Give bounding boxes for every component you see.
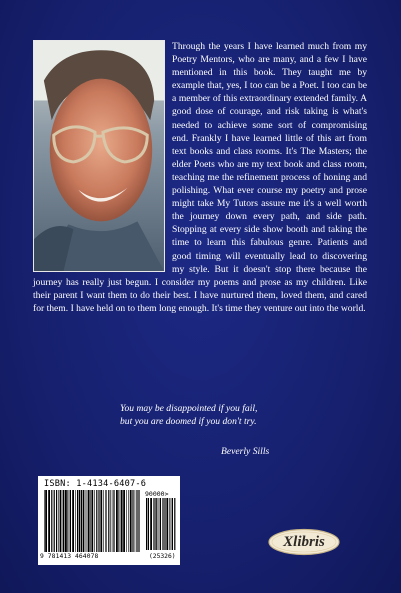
barcode-bar bbox=[148, 498, 149, 550]
barcode-bar bbox=[79, 490, 80, 552]
barcode-bar bbox=[72, 490, 74, 552]
barcode-bar bbox=[106, 490, 107, 552]
barcode-bar bbox=[139, 490, 140, 552]
isbn-number: ISBN: 1-4134-6407-6 bbox=[44, 479, 147, 489]
barcode-bar bbox=[81, 490, 83, 552]
barcode-bar bbox=[165, 498, 166, 550]
barcode-bar bbox=[160, 498, 161, 550]
barcode-bar bbox=[48, 490, 50, 552]
barcode-bar bbox=[154, 498, 155, 550]
barcode-bar bbox=[174, 498, 175, 550]
barcode-bar bbox=[77, 490, 78, 552]
price-code: 90000> bbox=[145, 490, 169, 498]
barcode-bar bbox=[169, 498, 170, 550]
barcode-bar bbox=[138, 490, 139, 552]
barcode-bar bbox=[159, 498, 160, 550]
barcode-bar bbox=[58, 490, 59, 552]
barcode-bar bbox=[128, 490, 129, 552]
epigraph-quote bbox=[120, 402, 300, 428]
barcode-bar bbox=[96, 490, 97, 552]
addon-digits: (25326) bbox=[149, 553, 176, 560]
barcode-bar bbox=[67, 490, 68, 552]
barcode-bar bbox=[44, 490, 45, 552]
barcode-bar bbox=[56, 490, 57, 552]
barcode-bar bbox=[65, 490, 67, 552]
ean-barcode-bars bbox=[43, 490, 141, 552]
barcode-bar bbox=[113, 490, 114, 552]
quote-author: Beverly Sills bbox=[221, 446, 270, 457]
barcode-bar bbox=[69, 490, 70, 552]
isbn-barcode bbox=[38, 476, 180, 565]
barcode-bar bbox=[120, 490, 121, 552]
barcode-bar bbox=[100, 490, 102, 552]
publisher-logo-text: Xlibris bbox=[283, 533, 325, 550]
barcode-bar bbox=[70, 490, 71, 552]
barcode-bar bbox=[87, 490, 88, 552]
barcode-bar bbox=[156, 498, 157, 550]
barcode-bar bbox=[45, 490, 47, 552]
ean-digits: 9 781413 464078 bbox=[40, 553, 99, 560]
barcode-bar bbox=[150, 498, 152, 550]
barcode-bar bbox=[105, 490, 106, 552]
barcode-bar bbox=[54, 490, 55, 552]
barcode-bar bbox=[132, 490, 133, 552]
barcode-bar bbox=[166, 498, 168, 550]
barcode-bar bbox=[90, 490, 91, 552]
barcode-bar bbox=[108, 490, 109, 552]
barcode-bar bbox=[99, 490, 100, 552]
barcode-bar bbox=[135, 490, 136, 552]
barcode-bar bbox=[51, 490, 52, 552]
barcode-bar bbox=[121, 490, 123, 552]
barcode-bar bbox=[75, 490, 76, 552]
barcode-bar bbox=[63, 490, 65, 552]
barcode-bar bbox=[126, 490, 127, 552]
barcode-bar bbox=[91, 490, 93, 552]
barcode-bar bbox=[153, 498, 154, 550]
body-paragraph bbox=[33, 40, 367, 315]
barcode-bar bbox=[162, 498, 163, 550]
barcode-bar bbox=[88, 490, 90, 552]
barcode-bar bbox=[146, 498, 147, 550]
barcode-bar bbox=[103, 490, 104, 552]
barcode-bar bbox=[133, 490, 134, 552]
barcode-bar bbox=[172, 498, 173, 550]
quote-line-1: You may be disappointed if you fail, bbox=[120, 403, 258, 414]
barcode-bar bbox=[123, 490, 125, 552]
barcode-bar bbox=[110, 490, 111, 552]
barcode-bar bbox=[118, 490, 119, 552]
barcode-bar bbox=[94, 490, 95, 552]
barcode-bar bbox=[98, 490, 99, 552]
addon-barcode-bars bbox=[145, 498, 176, 550]
body-text: Through the years I have learned much from my Poetry Mentors, who are many, and a few I have mentioned in this book. They taught me by example that, yes, I too can be a Poet. I too can be a member of this extraordinary extended family. A good dose of courage, and risk taking is what's needed to achieve some sort of compromising end. Frankly I have learned little of this art from text books and class rooms. It's The Masters; the elder Poets who are my text book and class room, teaching me the refinement process of honing and polishing. What ever course my poetry and prose might take My Tutors assure me it's a well worth the journey down every path, and side path. Stopping at every side show booth and taking the time to learn this fabulous genre. Patients and good timing will eventually lead to discovering my style. But it doesn't stop there because the journey has really just begun. I consider my poems and prose as my children. Like their parent I want them to do their best. I have nurtured them, loved them, and cared for them. I have held on to them long enough. It's time they venture out into the world. bbox=[33, 41, 367, 314]
barcode-bar bbox=[83, 490, 84, 552]
barcode-bar bbox=[171, 498, 172, 550]
barcode-bar bbox=[136, 490, 137, 552]
barcode-bar bbox=[114, 490, 115, 552]
publisher-logo bbox=[267, 528, 341, 556]
barcode-bar bbox=[130, 490, 132, 552]
barcode-bar bbox=[85, 490, 86, 552]
barcode-bar bbox=[163, 498, 164, 550]
barcode-bar bbox=[60, 490, 62, 552]
barcode-bar bbox=[112, 490, 113, 552]
quote-line-2: but you are doomed if you don't try. bbox=[120, 416, 257, 427]
barcode-bar bbox=[116, 490, 118, 552]
